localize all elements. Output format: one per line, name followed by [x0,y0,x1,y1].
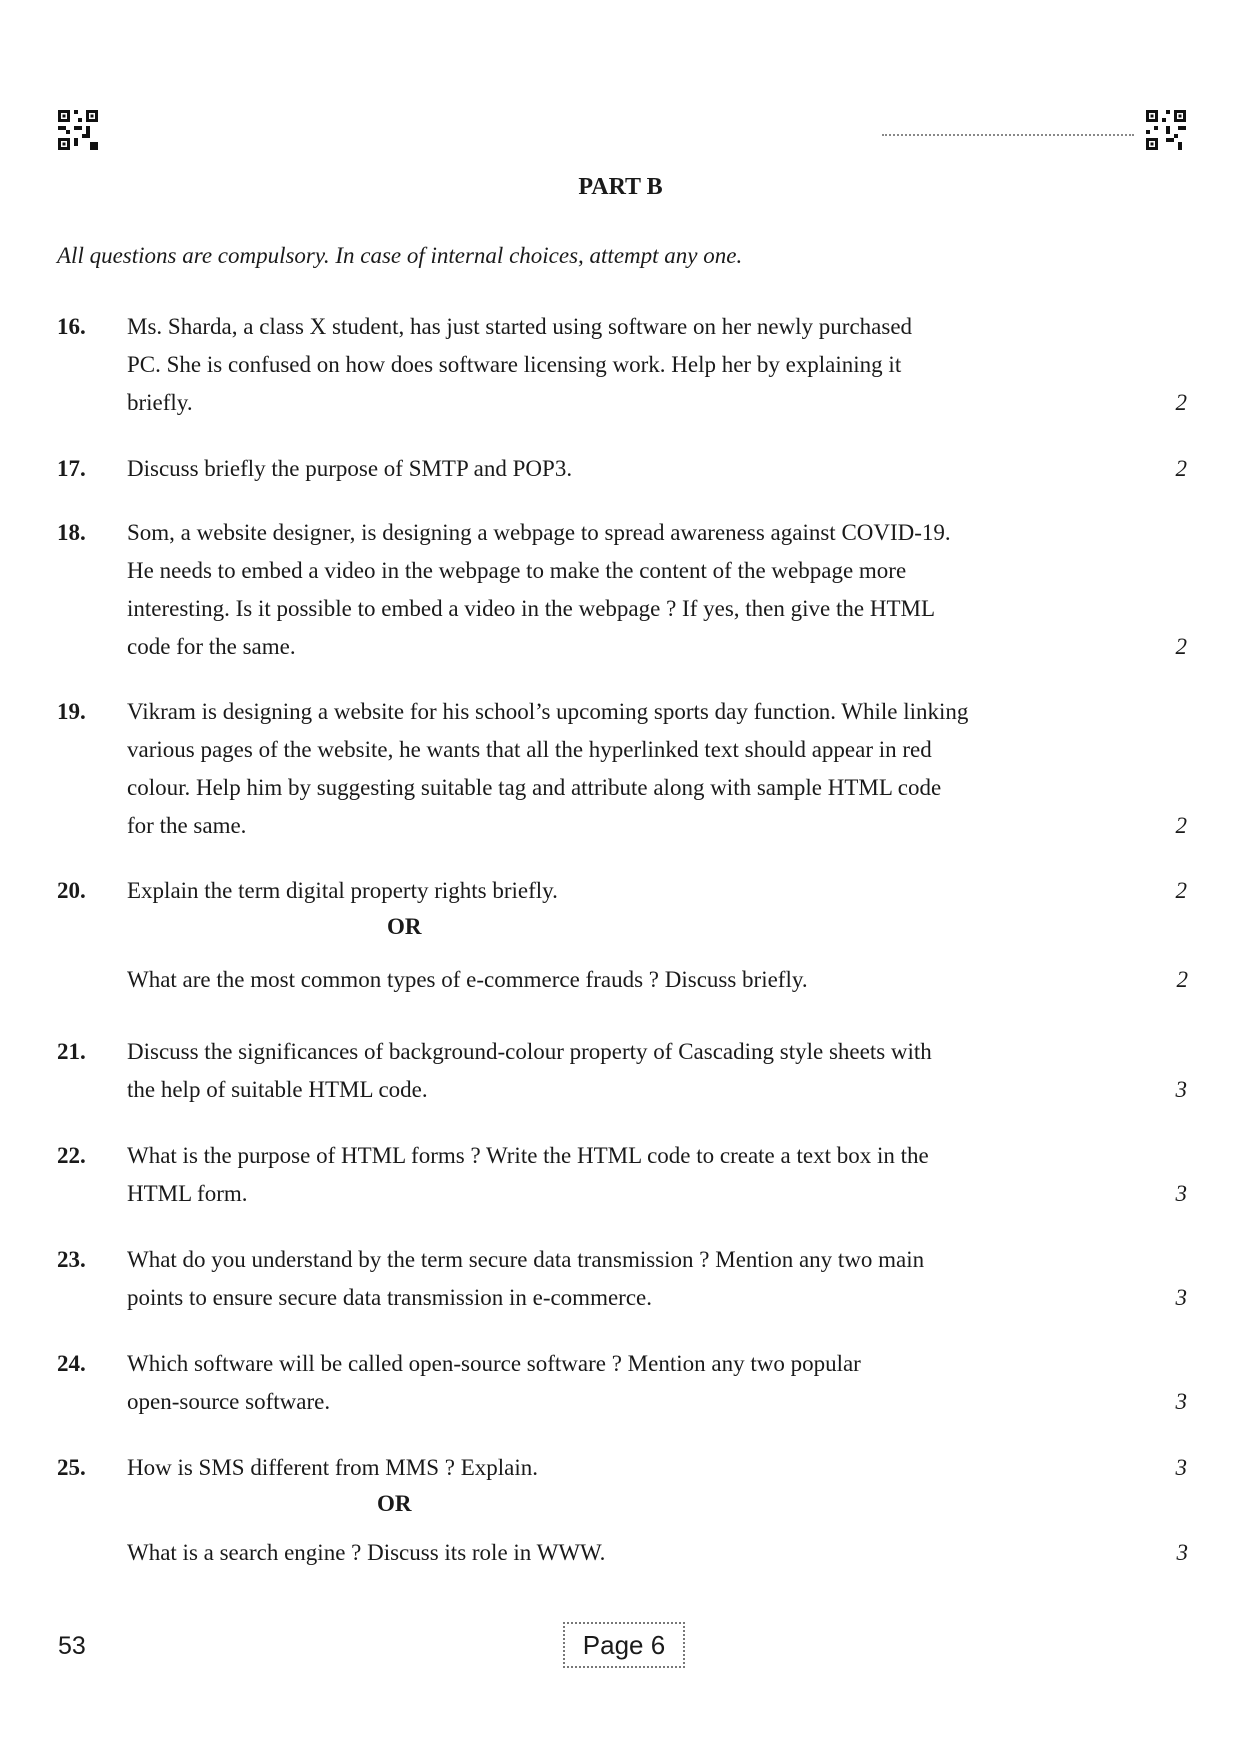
question-marks: 2 [1175,813,1187,838]
alternative-question: What are the most common types of e-commerce frauds ? Discuss briefly. [127,967,808,992]
question-number: 21. [57,1039,86,1064]
question-17 [57,450,1187,488]
question-text [127,308,1177,422]
question-marks: 3 [1175,1389,1187,1414]
question-marks: 3 [1175,1285,1187,1310]
alternative-marks: 2 [1176,967,1188,992]
question-number: 20. [57,878,86,903]
question-number: 23. [57,1247,86,1272]
question-number: 22. [57,1143,86,1168]
question-number: 16. [57,314,86,339]
question-line: points to ensure secure data transmission in e-commerce. [127,1285,653,1310]
or-divider: OR [377,1491,412,1516]
question-line: Som, a website designer, is designing a webpage to spread awareness against COVID-19. [127,520,951,545]
question-marks: 3 [1175,1181,1187,1206]
question-line: He needs to embed a video in the webpage to make the content of the webpage more [127,558,907,583]
question-line: code for the same. [127,634,296,659]
question-22 [57,1137,1187,1213]
question-line: briefly. [127,390,193,415]
alternative-marks: 3 [1176,1540,1188,1565]
question-text [127,1449,1177,1487]
page-number [563,1622,685,1668]
question-16 [57,308,1187,422]
question-marks: 2 [1175,878,1187,903]
question-line: Discuss the significances of background-colour property of Cascading style sheets with [127,1039,932,1064]
qr-code-left [58,110,98,150]
question-text [127,1137,1177,1213]
question-marks: 3 [1175,1455,1187,1480]
question-24 [57,1345,1187,1421]
question-line: interesting. Is it possible to embed a video in the webpage ? If yes, then give the HTML [127,596,935,621]
question-number: 24. [57,1351,86,1376]
question-marks: 2 [1175,634,1187,659]
question-20 [57,872,1187,910]
question-line: Which software will be called open-source software ? Mention any two popular [127,1351,861,1376]
qr-code-right [1146,110,1186,150]
question-marks: 2 [1175,456,1187,481]
question-text [127,450,1177,488]
question-line: various pages of the website, he wants that all the hyperlinked text should appear in red [127,737,932,762]
question-number: 19. [57,699,86,724]
question-text [127,1241,1177,1317]
question-25 [57,1449,1187,1487]
page-number-label: Page 6 [582,1629,666,1660]
question-line: Discuss briefly the purpose of SMTP and POP3. [127,456,573,481]
question-number: 25. [57,1455,86,1480]
question-23 [57,1241,1187,1317]
alternative-question: What is a search engine ? Discuss its role in WWW. [127,1540,606,1565]
question-line: What do you understand by the term secure data transmission ? Mention any two main [127,1247,925,1272]
question-text [127,514,1177,666]
question-line: Explain the term digital property rights briefly. [127,878,558,903]
question-marks: 2 [1175,390,1187,415]
question-21 [57,1033,1187,1109]
question-line: PC. She is confused on how does software licensing work. Help her by explaining it [127,352,902,377]
question-line: open-source software. [127,1389,331,1414]
question-line: HTML form. [127,1181,248,1206]
question-line: the help of suitable HTML code. [127,1077,428,1102]
part-title: PART B [578,174,663,200]
question-line: Vikram is designing a website for his school’s upcoming sports day function. While linking [127,699,969,724]
question-18 [57,514,1187,666]
question-text [127,693,1177,845]
question-text [127,1345,1177,1421]
instructions: All questions are compulsory. In case of internal choices, attempt any one. [57,243,743,268]
question-line: Ms. Sharda, a class X student, has just started using software on her newly purchased [127,314,913,339]
question-19 [57,693,1187,845]
question-text [127,1033,1177,1109]
question-line: How is SMS different from MMS ? Explain. [127,1455,539,1480]
question-line: for the same. [127,813,247,838]
question-number: 18. [57,520,86,545]
question-marks: 3 [1175,1077,1187,1102]
question-text [127,872,1177,910]
question-number: 17. [57,456,86,481]
or-divider: OR [387,914,422,939]
question-line: What is the purpose of HTML forms ? Write the HTML code to create a text box in the [127,1143,929,1168]
paper-code: 53 [58,1632,86,1660]
header-dotted-line [882,134,1134,136]
question-line: colour. Help him by suggesting suitable tag and attribute along with sample HTML code [127,775,942,800]
